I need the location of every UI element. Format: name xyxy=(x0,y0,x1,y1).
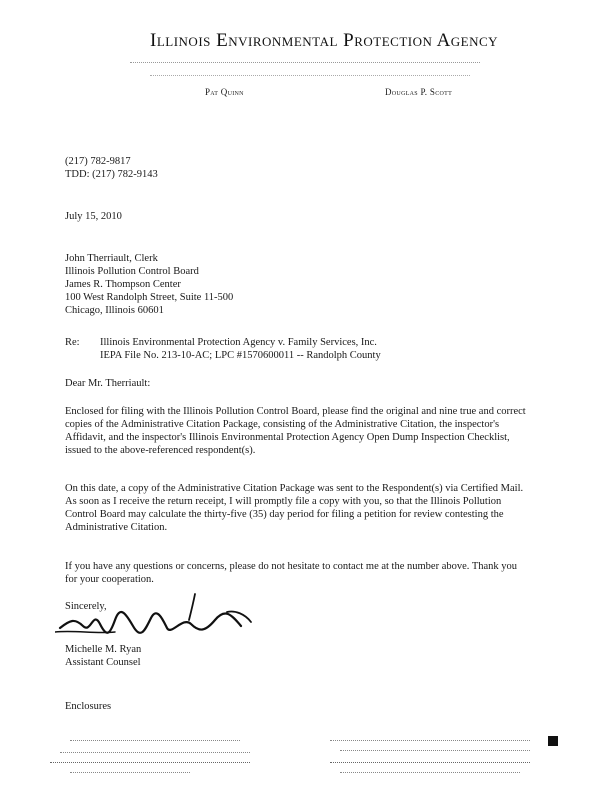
salutation: Dear Mr. Therriault: xyxy=(65,378,151,389)
body-paragraph-2: On this date, a copy of the Administrative Citation Package was sent to the Respondent(s) via Certified Mail. As soon as I receive the return receipt, I will promptly file a copy with you, so that the Illinois Pollution Control Board may calculate the thirty-five (35) day period for filing a petition for review contesting the Administrative Citation. xyxy=(65,483,524,533)
re-file-line: IEPA File No. 213-10-AC; LPC #1570600011 -- Randolph County xyxy=(100,350,381,361)
body-paragraph-1: Enclosed for filing with the Illinois Pollution Control Board, please find the original and nine true and correct copies of the Administrative Citation Package, consisting of the Administrative Citation, the inspector's Affidavit, and the inspector's Illinois Environmental Protection Agency Open Dump Inspection Checklist, issued to the above-referenced respondent(s). xyxy=(65,406,526,456)
closing: Sincerely, xyxy=(65,601,107,612)
tdd-number: TDD: (217) 782-9143 xyxy=(65,169,158,180)
enclosures-note: Enclosures xyxy=(65,701,112,712)
recipient-building: James R. Thompson Center xyxy=(65,279,181,290)
governor-name: Pat Quinn xyxy=(205,87,244,97)
signer-name: Michelle M. Ryan xyxy=(65,644,142,655)
letterhead-address-line-2 xyxy=(150,75,470,76)
agency-name: Illinois Environmental Protection Agency xyxy=(150,30,499,51)
body-paragraph-3: If you have any questions or concerns, please do not hesitate to contact me at the number above. Thank you for your cooperation. xyxy=(65,561,518,585)
recipient-name: John Therriault, Clerk xyxy=(65,253,158,264)
signer-title: Assistant Counsel xyxy=(65,657,141,668)
signature-image xyxy=(55,590,275,650)
footer-mark-icon xyxy=(548,736,558,746)
recipient-city: Chicago, Illinois 60601 xyxy=(65,305,164,316)
phone-number: (217) 782-9817 xyxy=(65,156,131,167)
letter-date: July 15, 2010 xyxy=(65,211,122,222)
re-label: Re: xyxy=(65,337,80,348)
director-name: Douglas P. Scott xyxy=(385,87,453,97)
letterhead-address-line xyxy=(130,62,480,63)
recipient-street: 100 West Randolph Street, Suite 11-500 xyxy=(65,292,234,303)
recipient-org: Illinois Pollution Control Board xyxy=(65,266,199,277)
re-case-line: Illinois Environmental Protection Agency v. Family Services, Inc. xyxy=(100,337,377,348)
